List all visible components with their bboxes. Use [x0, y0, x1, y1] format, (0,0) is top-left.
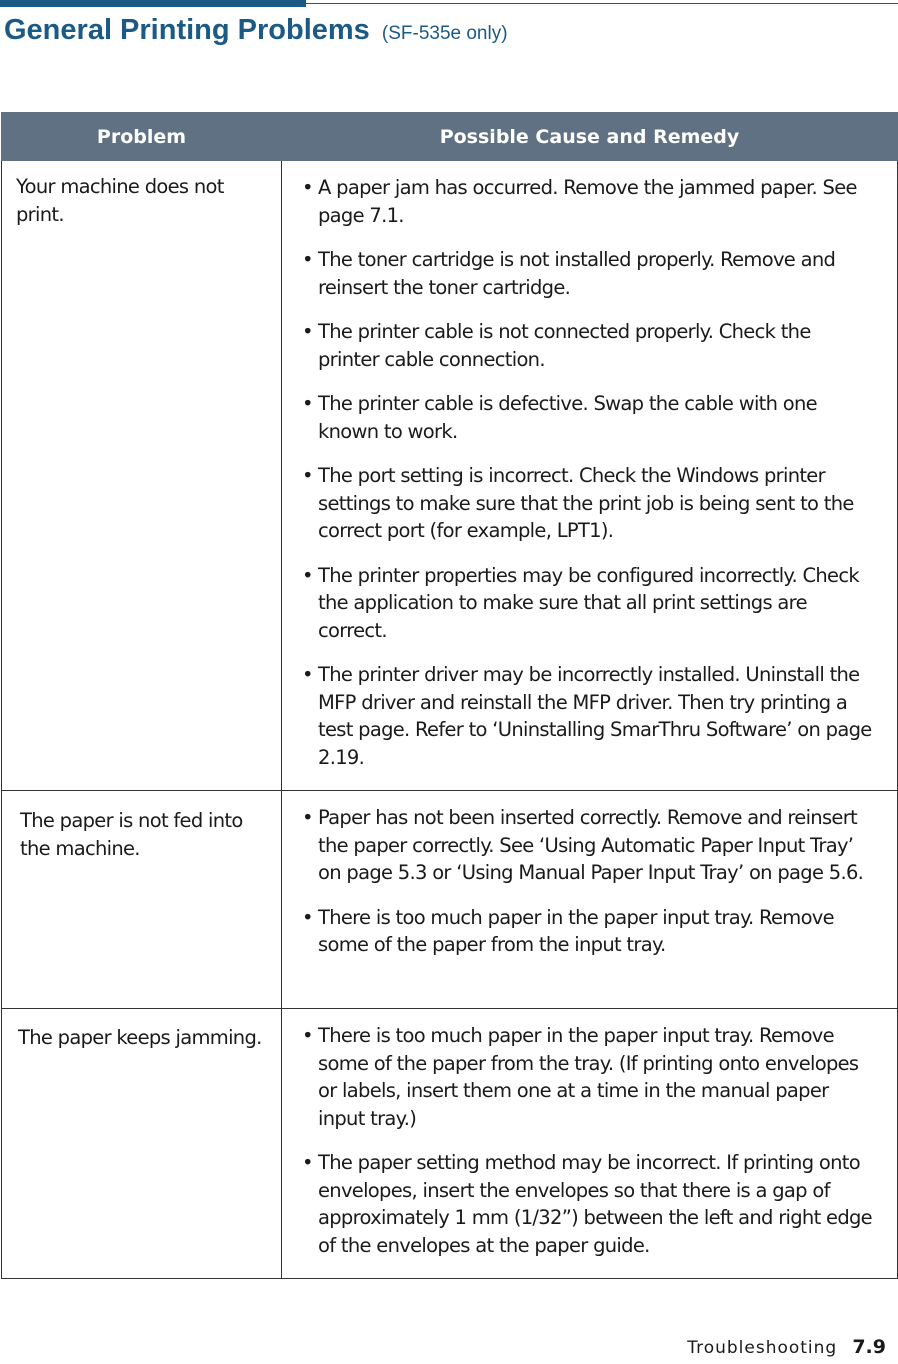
page-footer: [687, 1336, 886, 1358]
page-title-text: General Printing Problems: [4, 14, 370, 46]
page-subtitle: (SF-535e only): [381, 23, 508, 44]
table-row: [2, 791, 898, 1009]
remedy-item: • A paper jam has occurred. Remove the jammed paper. See page 7.1.: [302, 174, 873, 229]
remedy-cell: [282, 791, 898, 1009]
remedy-item: • The port setting is incorrect. Check the Windows printer settings to make sure that the print job is being sent to the correct port (for example, LPT1).: [302, 462, 873, 545]
remedy-item: • The printer properties may be configured incorrectly. Check the application to make sure that all print settings are correct.: [302, 562, 873, 645]
remedy-cell: [282, 1009, 898, 1279]
remedy-item: • There is too much paper in the paper input tray. Remove some of the paper from the input tray.: [302, 904, 873, 959]
remedy-list: [302, 804, 873, 959]
table-header-row: [2, 113, 898, 161]
troubleshooting-table: [1, 112, 898, 1279]
remedy-cell: [282, 161, 898, 791]
remedy-item: • The printer cable is defective. Swap the cable with one known to work.: [302, 390, 873, 445]
remedy-item: • The paper setting method may be incorrect. If printing onto envelopes, insert the envelopes so that there is a gap of approximately 1 mm (1/32”) between the left and right edge of the envelopes at the paper guide.: [302, 1149, 873, 1259]
column-header-remedy: Possible Cause and Remedy: [282, 113, 898, 161]
remedy-item: • The toner cartridge is not installed properly. Remove and reinsert the toner cartridge.: [302, 246, 873, 301]
remedy-list: [302, 1022, 873, 1259]
remedy-item: • There is too much paper in the paper input tray. Remove some of the paper from the tray. (If printing onto envelopes or labels, insert them one at a time in the manual paper input tray.): [302, 1022, 873, 1132]
table-row: [2, 1009, 898, 1279]
page-title: [4, 14, 508, 47]
remedy-item: • The printer driver may be incorrectly installed. Uninstall the MFP driver and reinstall the MFP driver. Then try printing a test page. Refer to ‘Uninstalling SmarThru Software’ on page 2.19.: [302, 661, 873, 771]
column-header-problem: Problem: [2, 113, 282, 161]
table-row: [2, 161, 898, 791]
problem-cell: The paper is not fed into the machine.: [2, 791, 282, 1009]
remedy-item: • The printer cable is not connected properly. Check the printer cable connection.: [302, 318, 873, 373]
header-rule: [306, 3, 898, 4]
header-accent-bar: [0, 0, 306, 7]
problem-cell: The paper keeps jamming.: [2, 1009, 282, 1279]
footer-page-number: 7.9: [852, 1336, 886, 1358]
remedy-list: [302, 174, 873, 771]
footer-section-name: Troubleshooting: [687, 1338, 838, 1358]
problem-cell: Your machine does not print.: [2, 161, 282, 791]
remedy-item: • Paper has not been inserted correctly. Remove and reinsert the paper correctly. See ‘Using Automatic Paper Input Tray’ on page 5.3 or ‘Using Manual Paper Input Tray’ on page 5.6.: [302, 804, 873, 887]
